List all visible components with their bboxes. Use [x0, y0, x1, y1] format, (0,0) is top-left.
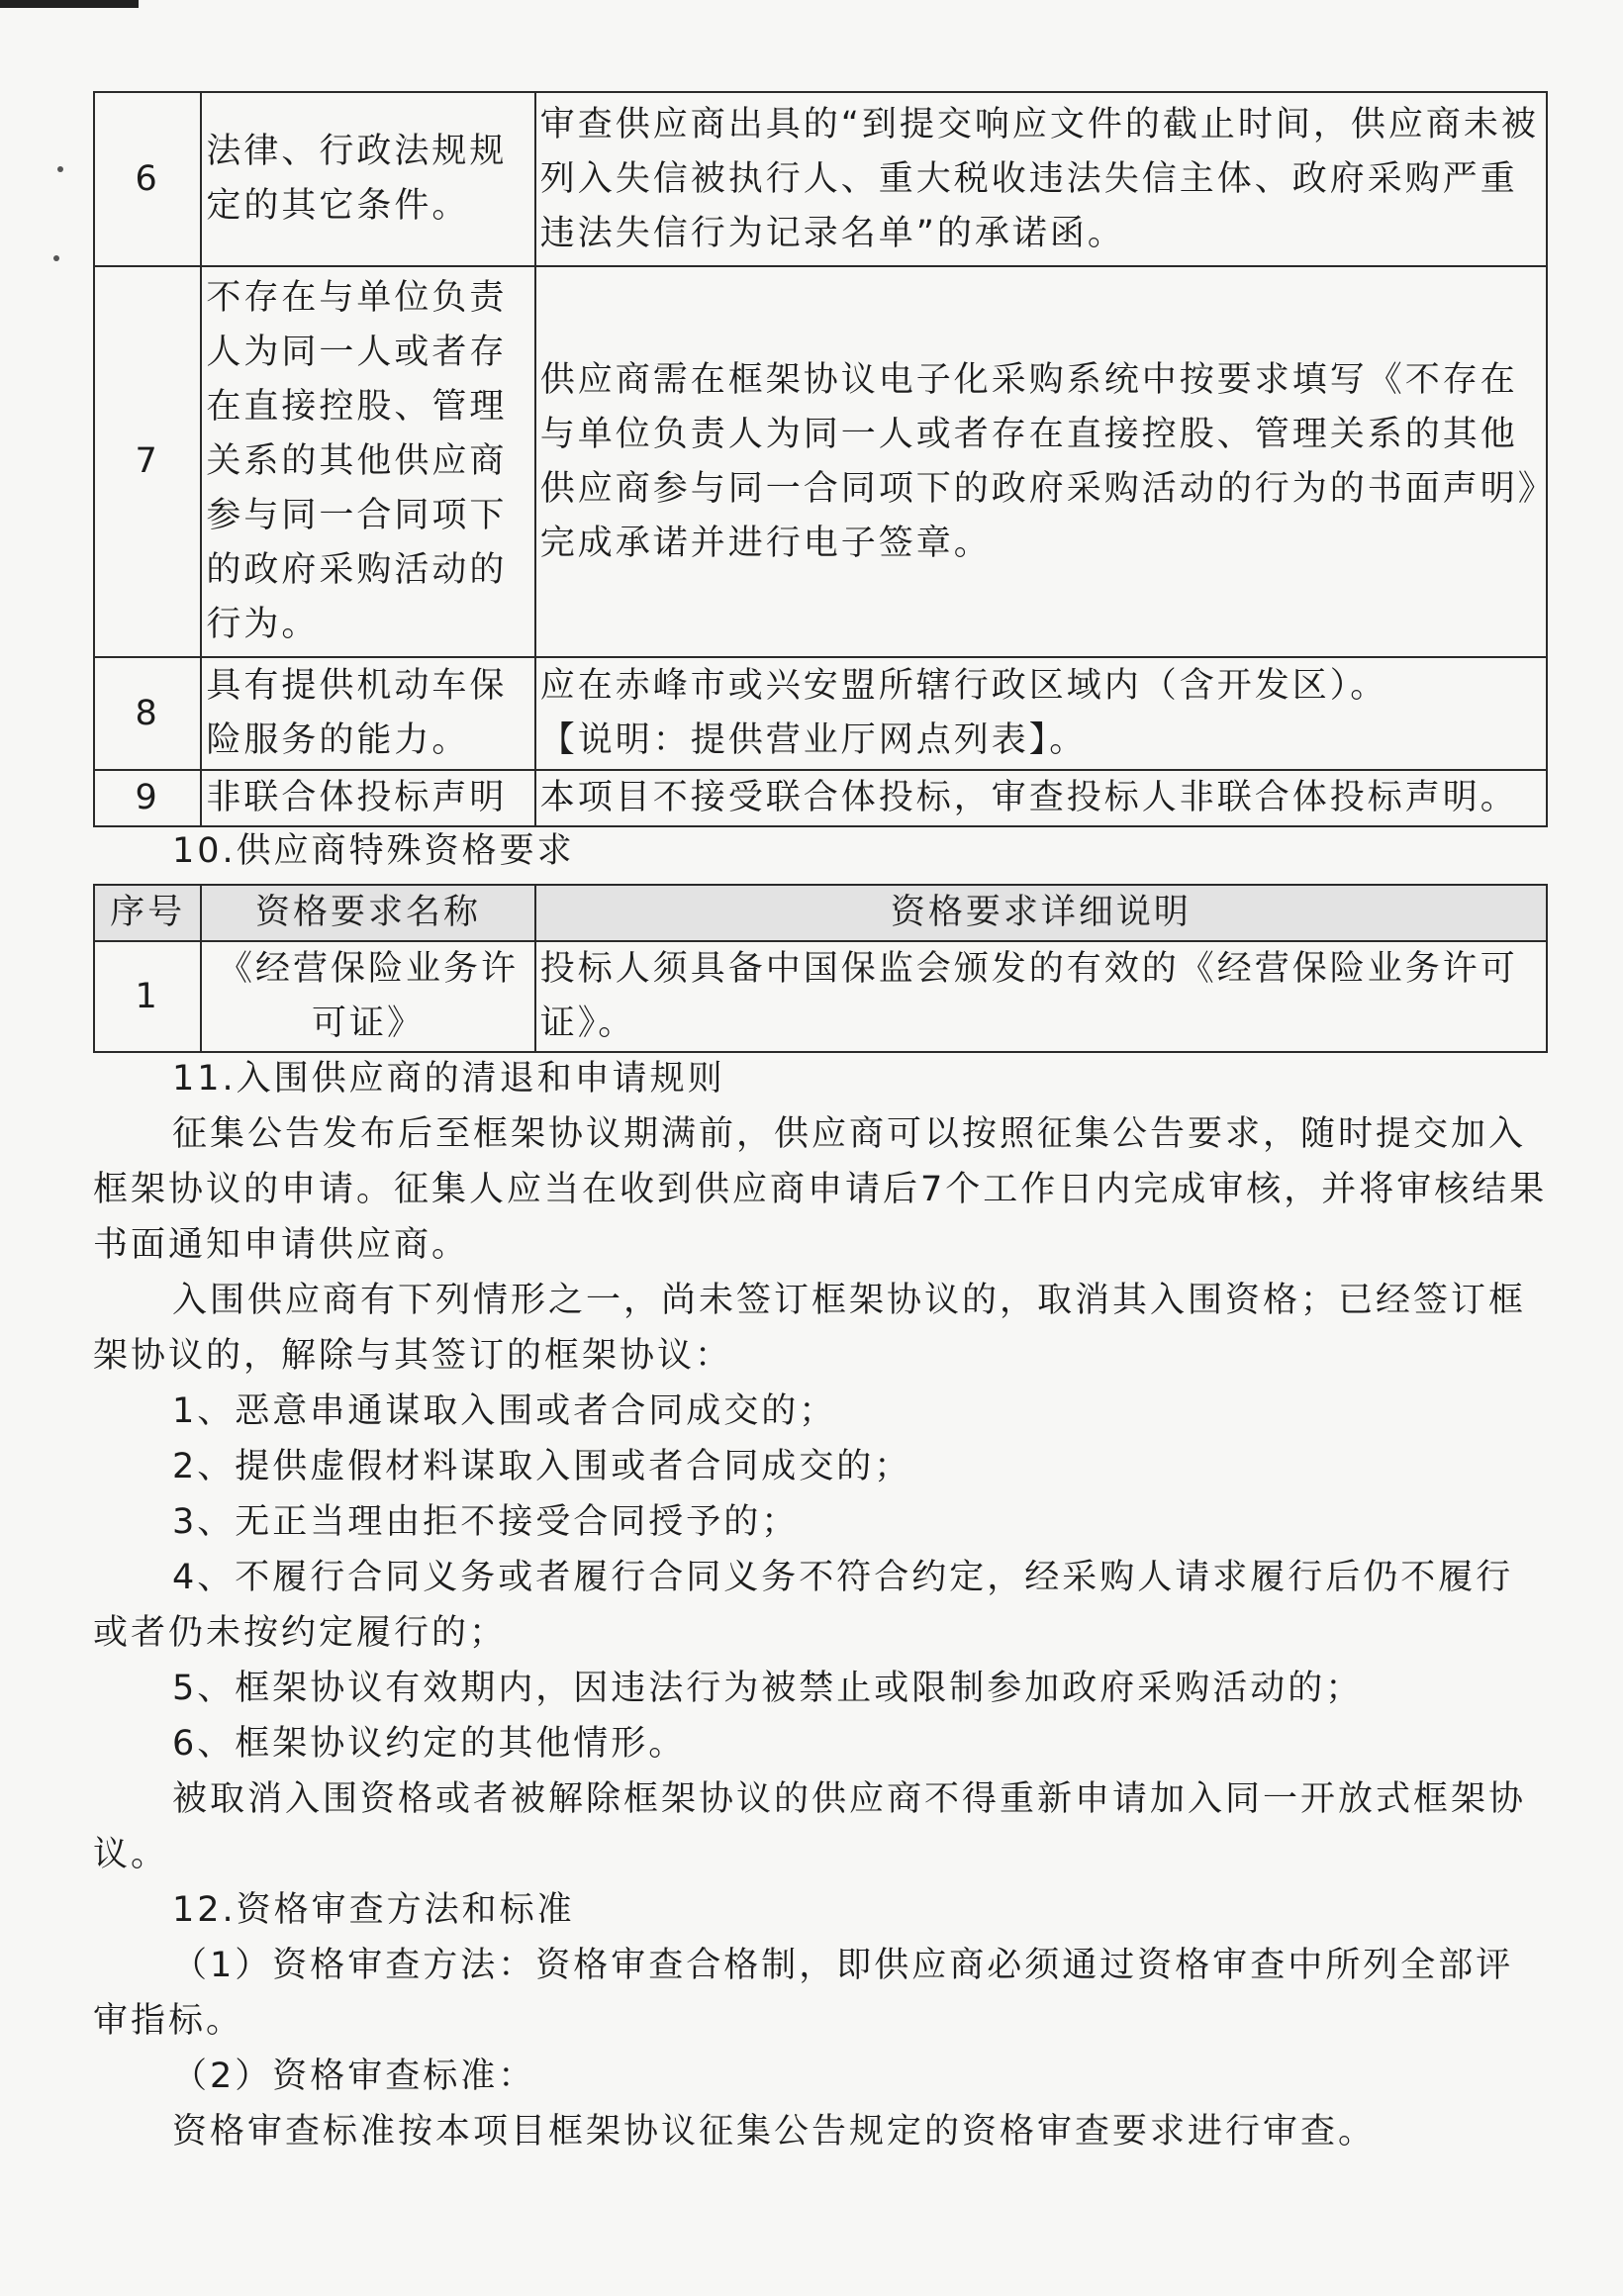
row-number: 6 [94, 92, 201, 266]
detail-line: 应在赤峰市或兴安盟所辖行政区域内（含开发区）。 [539, 666, 1388, 706]
list-item: 6、框架协议约定的其他情形。 [172, 1724, 687, 1764]
requirement-name: 法律、行政法规规定的其它条件。 [201, 92, 534, 266]
paragraph: （1）资格审查方法：资格审查合格制，即供应商必须通过资格审查中所列全部评审指标。 [93, 1946, 1514, 2041]
row-number: 8 [94, 657, 201, 770]
requirement-detail: 审查供应商出具的“到提交响应文件的截止时间，供应商未被列入失信被执行人、重大税收违法失信主体、政府采购严重违法失信行为记录名单”的承诺函。 [535, 92, 1547, 266]
column-header: 资格要求详细说明 [535, 885, 1547, 941]
detail-note: 【说明：提供营业厅网点列表】。 [539, 720, 1088, 760]
requirement-detail: 本项目不接受联合体投标，审查投标人非联合体投标声明。 [535, 770, 1547, 826]
table-header-row [94, 885, 1547, 941]
scan-dot [53, 255, 59, 261]
scan-dot [57, 166, 63, 172]
special-qualification-table [93, 884, 1548, 1053]
scan-mark [0, 0, 139, 8]
paragraph: 被取消入围资格或者被解除框架协议的供应商不得重新申请加入同一开放式框架协议。 [93, 1779, 1527, 1874]
table-row [94, 657, 1547, 770]
requirement-detail: 供应商需在框架协议电子化采购系统中按要求填写《不存在与单位负责人为同一人或者存在直接控股、管理关系的其他供应商参与同一合同项下的政府采购活动的行为的书面声明》完成承诺并进行电子签章。 [535, 266, 1547, 657]
section-heading: 10.供应商特殊资格要求 [172, 831, 575, 871]
section-heading: 11.入围供应商的清退和申请规则 [172, 1059, 725, 1099]
requirement-name: 不存在与单位负责人为同一人或者存在直接控股、管理关系的其他供应商参与同一合同项下的政府采购活动的行为。 [201, 266, 534, 657]
paragraph: 征集公告发布后至框架协议期满前，供应商可以按照征集公告要求，随时提交加入框架协议的申请。征集人应当在收到供应商申请后7个工作日内完成审核，并将审核结果书面通知申请供应商。 [93, 1114, 1548, 1265]
table-row [94, 770, 1547, 826]
table-row [94, 266, 1547, 657]
row-number: 9 [94, 770, 201, 826]
list-item: 3、无正当理由拒不接受合同授予的； [172, 1502, 800, 1542]
list-item: 2、提供虚假材料谋取入围或者合同成交的； [172, 1447, 912, 1486]
requirement-detail [535, 657, 1547, 770]
column-header: 资格要求名称 [201, 885, 534, 941]
list-item: 5、框架协议有效期内，因违法行为被禁止或限制参加政府采购活动的； [172, 1669, 1364, 1708]
paragraph: （2）资格审查标准： [172, 2057, 536, 2096]
column-header: 序号 [94, 885, 201, 941]
table-row [94, 92, 1547, 266]
requirement-name: 《经营保险业务许可证》 [201, 941, 534, 1052]
row-number: 1 [94, 941, 201, 1052]
list-item: 1、恶意串通谋取入围或者合同成交的； [172, 1391, 837, 1431]
paragraph: 资格审查标准按本项目框架协议征集公告规定的资格审查要求进行审查。 [172, 2112, 1377, 2152]
qualification-table [93, 91, 1548, 827]
requirement-name: 具有提供机动车保险服务的能力。 [201, 657, 534, 770]
requirement-name: 非联合体投标声明 [201, 770, 534, 826]
section-heading: 12.资格审查方法和标准 [172, 1890, 575, 1930]
requirement-detail: 投标人须具备中国保监会颁发的有效的《经营保险业务许可证》。 [535, 941, 1547, 1052]
paragraph: 入围供应商有下列情形之一，尚未签订框架协议的，取消其入围资格；已经签订框架协议的，解除与其签订的框架协议： [93, 1281, 1527, 1376]
list-item: 4、不履行合同义务或者履行合同义务不符合约定，经采购人请求履行后仍不履行或者仍未按约定履行的； [93, 1558, 1514, 1653]
row-number: 7 [94, 266, 201, 657]
table-row [94, 941, 1547, 1052]
